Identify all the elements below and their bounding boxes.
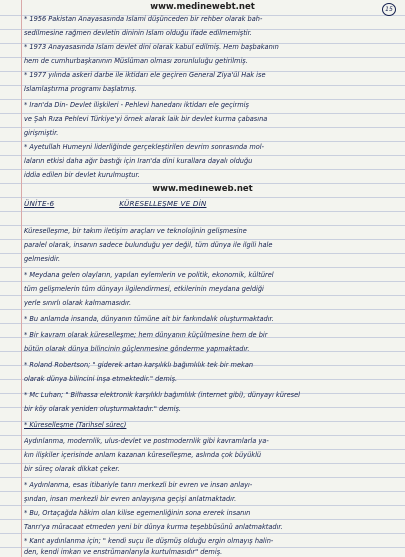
- text-line: tüm gelişmelerin tüm dünyayı ilgilendirmesi, etkilerinin meydana geldiği: [24, 285, 264, 293]
- text-line: sedilmesine rağmen devletin dininin İslam olduğu ifade edilmemiştir.: [24, 29, 252, 37]
- text-line: bir süreç olarak dikkat çeker.: [24, 465, 120, 473]
- text-line: * Bu, Ortaçağda hâkim olan kilise egemenliğinin sona ererek insanın: [24, 509, 251, 517]
- unit-title: KÜRESELLEŞME VE DİN: [119, 199, 207, 208]
- text-line: bir köy olarak yeniden oluşturmaktadır." demiş.: [24, 405, 181, 413]
- text-line: Tanrı'ya müracaat etmeden yeni bir dünya kurma teşebbüsünü anlatmaktadır.: [24, 523, 283, 531]
- text-line: * İran'da Din- Devlet ilişkileri - Pehlevi hanedanı iktidarı ele geçirmiş: [24, 101, 249, 109]
- margin-line: [21, 0, 22, 557]
- text-line: Aydınlanma, modernlik, ulus-devlet ve postmodernlik gibi kavramlarla ya-: [24, 437, 269, 445]
- unit-label: ÜNİTE-6: [24, 199, 55, 208]
- text-line: * 1977 yılında askeri darbe ile iktidarı ele geçiren General Ziya'ül Hak ise: [24, 71, 266, 79]
- text-line: * Meydana gelen olayların, yapılan eylemlerin ve politik, ekonomik, kültürel: [24, 271, 274, 279]
- text-line: * Mc Luhan; " Bilhassa elektronik karşılıklı bağımlılık (internet gibi), dünyayı küresel: [24, 391, 300, 399]
- watermark-top: www.medinewebt.net: [150, 2, 255, 12]
- text-line: İslamlaştırma programı başlatmış.: [24, 85, 137, 93]
- text-line: * 1956 Pakistan Anayasasında İslami düşünceden bir rehber olarak bah-: [24, 15, 263, 23]
- text-line: * Ayetullah Humeyni liderliğinde gerçekleştirilen devrim sonrasında mol-: [24, 143, 264, 151]
- text-line: yerle sınırlı olarak kalmamasıdır.: [24, 299, 132, 307]
- section-heading: * Küreselleşme (Tarihsel süreç): [24, 421, 127, 429]
- text-line: * Aydınlanma, esas itibariyle tanrı merkezli bir evren ve insan anlayı-: [24, 481, 253, 489]
- text-line: * 1973 Anayasasında İslam devlet dini olarak kabul edilmiş. Hem başbakanın: [24, 43, 279, 51]
- text-line: hem de cumhurbaşkanının Müslüman olması zorunluluğu getirilmiş.: [24, 57, 248, 65]
- text-line: * Roland Robertson; " giderek artan karşılıklı bağımlılık tek bir mekan: [24, 361, 254, 369]
- text-line: * Bir kavram olarak küreselleşme; hem dünyanın küçülmesine hem de bir: [24, 331, 268, 339]
- text-line: şından, insan merkezli bir evren anlayışına geçişi anlatmaktadır.: [24, 495, 237, 503]
- text-line: den, kendi imkan ve enstrümanlarıyla kurtulmasıdır" demiş.: [24, 548, 223, 556]
- unit-heading: [24, 199, 399, 208]
- text-line: kın ilişkiler içerisinde anlam kazanan küreselleşme, aslında çok büyüklü: [24, 451, 262, 459]
- text-line: laların etkisi daha ağır bastığı için İran'da dini kurallara dayalı olduğu: [24, 157, 253, 165]
- text-line: * Bu anlamda insanda, dünyanın tümüne ait bir farkındalık oluşturmaktadır.: [24, 315, 274, 323]
- text-line: olarak dünya bilincini inşa etmektedir." demiş.: [24, 375, 178, 383]
- text-line: ve Şah Rıza Pehlevi Türkiye'yi örnek alarak laik bir devlet kurma çabasına: [24, 115, 268, 123]
- text-line: paralel olarak, insanın sadece bulunduğu yer değil, tüm dünya ile ilgili hale: [24, 241, 273, 249]
- text-line: iddia edilen bir devlet kurulmuştur.: [24, 171, 140, 179]
- text-line: Küreselleşme, bir takım iletişim araçları ve teknolojinin gelişmesine: [24, 227, 247, 235]
- text-line: bütün olarak dünya bilincinin güçlenmesine gönderme yapmaktadır.: [24, 345, 250, 353]
- text-line: girişmiştir.: [24, 129, 59, 137]
- text-line: gelmesidir.: [24, 255, 61, 263]
- page-number: 15: [382, 3, 396, 16]
- watermark-mid: www.medineweb.net: [152, 185, 253, 194]
- text-line: * Kant aydınlanma için; " kendi suçu ile düşmüş olduğu ergin olmayış halin-: [24, 537, 274, 545]
